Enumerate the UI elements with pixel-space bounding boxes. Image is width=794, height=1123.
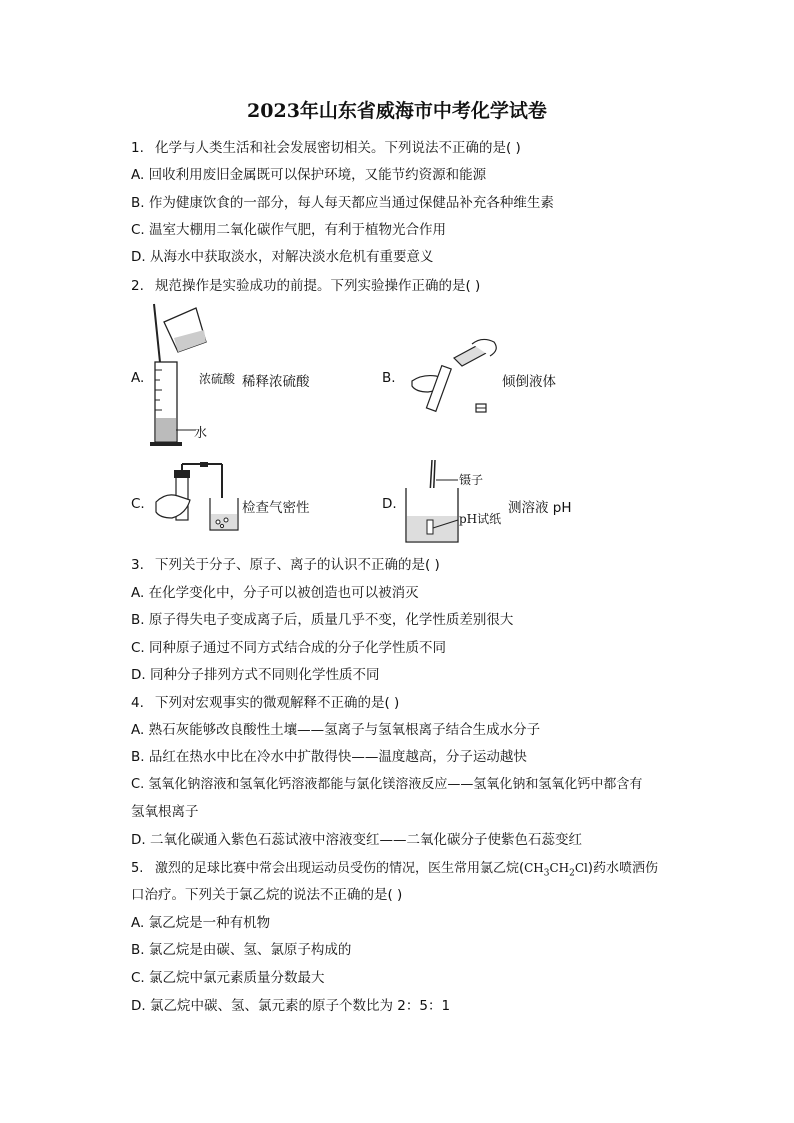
question-text: 下列对宏观事实的微观解释不正确的是( ) [155, 695, 400, 711]
question-text: 激烈的足球比赛中常会出现运动员受伤的情况，医生常用氯乙烷( [155, 861, 525, 876]
q3-option-a: A. 在化学变化中，分子可以被创造也可以被消灭 [131, 585, 419, 601]
fig-b-letter: B. [382, 370, 396, 386]
question-5-stem-line2: 口治疗。下列关于氯乙烷的说法不正确的是( ) [131, 887, 403, 903]
question-number: 3. [131, 557, 144, 573]
question-5-stem [131, 859, 658, 882]
q5-option-d: D. 氯乙烷中碳、氢、氯元素的原子个数比为 2：5：1 [131, 998, 451, 1014]
question-text: 化学与人类生活和社会发展密切相关。下列说法不正确的是( ) [155, 140, 521, 156]
fig-d-note-tweezers: 镊子 [459, 473, 484, 487]
fig-a-label: 稀释浓硫酸 [242, 374, 310, 390]
q1-option-d: D. 从海水中获取淡水，对解决淡水危机有重要意义 [131, 249, 434, 265]
airtightness-figure [150, 462, 242, 538]
q4-option-d: D. 二氧化碳通入紫色石蕊试液中溶液变红——二氧化碳分子使紫色石蕊变红 [131, 832, 582, 848]
question-number: 4. [131, 695, 144, 711]
q1-option-b: B. 作为健康饮食的一部分，每人每天都应当通过保健品补充各种维生素 [131, 195, 554, 211]
q5-option-a: A. 氯乙烷是一种有机物 [131, 915, 271, 931]
fig-d-label: 测溶液 pH [508, 500, 572, 516]
q3-option-c: C. 同种原子通过不同方式结合成的分子化学性质不同 [131, 640, 447, 656]
q4-option-b: B. 品红在热水中比在冷水中扩散得快——温度越高，分子运动越快 [131, 749, 527, 765]
q4-option-a: A. 熟石灰能够改良酸性土壤——氢离子与氢氧根离子结合生成水分子 [131, 722, 541, 738]
question-number: 1. [131, 140, 144, 156]
fig-a-note-acid: 浓硫酸 [199, 372, 236, 386]
q5-option-c: C. 氯乙烷中氯元素质量分数最大 [131, 970, 325, 986]
fig-a-note-water: 水 [194, 426, 208, 441]
q3-option-d: D. 同种分子排列方式不同则化学性质不同 [131, 667, 380, 683]
question-4-stem [131, 694, 399, 712]
ph-test-figure [402, 458, 462, 546]
q4-option-c-cont: 氢氧根离子 [131, 804, 199, 820]
question-number: 5. [131, 861, 144, 876]
fig-c-label: 检查气密性 [242, 500, 310, 516]
q5-option-b: B. 氯乙烷是由碳、氢、氯原子构成的 [131, 942, 352, 958]
q3-option-b: B. 原子得失电子变成离子后，质量几乎不变，化学性质差别很大 [131, 612, 514, 628]
pouring-liquid-figure [402, 336, 502, 416]
question-text: 规范操作是实验成功的前提。下列实验操作正确的是( ) [155, 278, 481, 294]
question-2-stem [131, 277, 480, 295]
question-number: 2. [131, 278, 144, 294]
question-1-stem [131, 139, 521, 157]
q1-option-c: C. 温室大棚用二氧化碳作气肥，有利于植物光合作用 [131, 222, 447, 238]
q1-option-a: A. 回收利用废旧金属既可以保护环境，又能节约资源和能源 [131, 167, 487, 183]
fig-b-label: 倾倒液体 [502, 374, 556, 390]
question-text-cont: )药水喷洒伤 [587, 861, 658, 876]
fig-c-letter: C. [131, 496, 145, 512]
question-text: 下列关于分子、原子、离子的认识不正确的是( ) [155, 557, 440, 573]
question-3-stem [131, 556, 440, 574]
fig-d-letter: D. [382, 496, 397, 512]
exam-title: 2023年山东省威海市中考化学试卷 [247, 100, 547, 122]
q4-option-c: C. 氢氧化钠溶液和氢氧化钙溶液都能与氯化镁溶液反应——氢氧化钠和氢氧化钙中都含有 [131, 777, 643, 792]
fig-d-note-ph-paper: pH试纸 [459, 512, 502, 526]
fig-a-letter: A. [131, 370, 145, 386]
chemical-formula: $CH_3CH_2Cl$ [524, 861, 588, 879]
